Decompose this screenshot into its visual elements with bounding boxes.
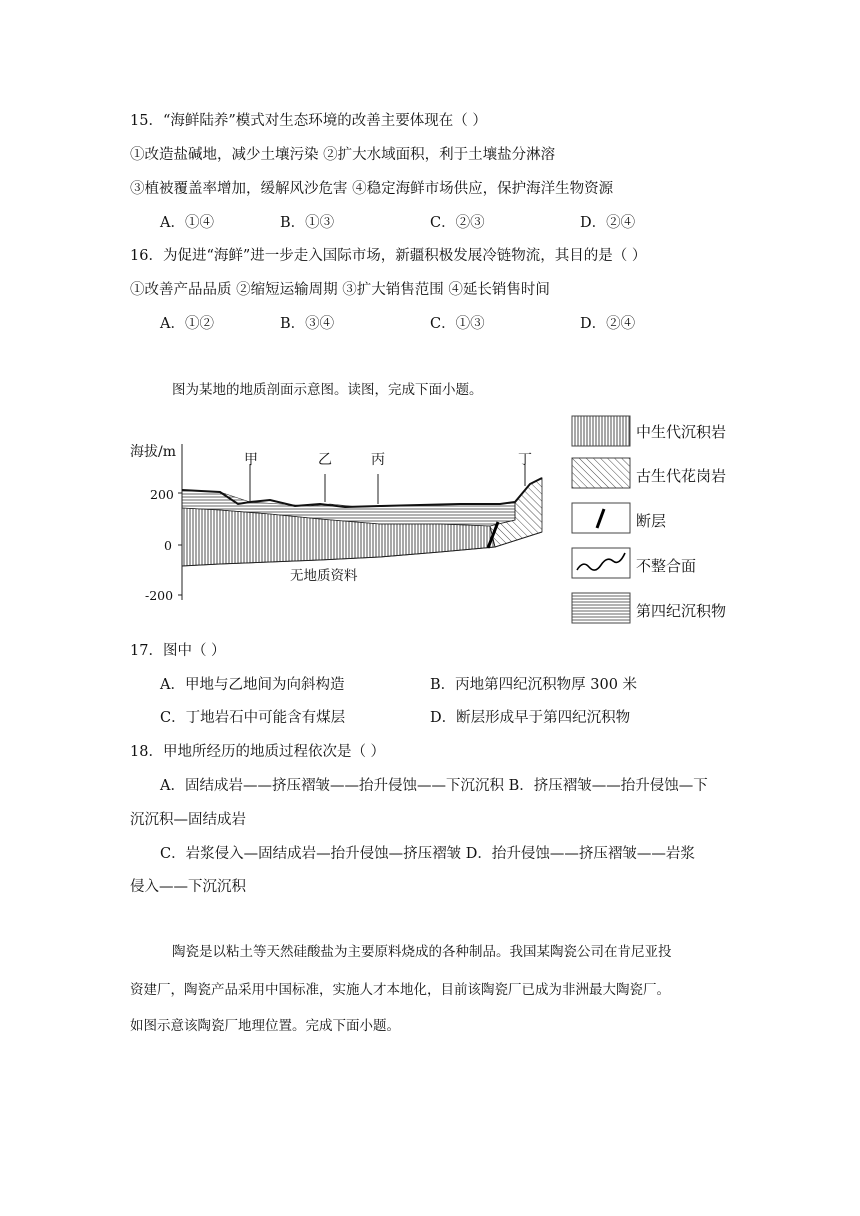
q16-stem: 16．为促进“海鲜”进一步走入国际市场，新疆积极发展冷链物流，其目的是（ ） [130,248,647,264]
q16-option-c[interactable]: C．①③ [430,316,485,332]
y-tick-0: 0 [164,538,172,553]
q15-option-b[interactable]: B．①③ [280,215,335,231]
q15-option-d[interactable]: D．②④ [580,215,636,231]
q17-stem: 17．图中（ ） [130,643,226,659]
axis-label-elevation: 海拔/m [130,444,176,460]
q17-option-a[interactable]: A．甲地与乙地间为向斜构造 [160,677,345,693]
y-tick-neg200: -200 [145,588,174,603]
legend-label-fault: 断层 [636,512,667,530]
q16-option-a[interactable]: A．①② [160,316,214,332]
q18-option-cd-line-2[interactable]: 侵入——下沉沉积 [130,879,246,895]
figure-intro: 图为某地的地质剖面示意图。读图，完成下面小题。 [172,382,483,398]
point-label-ding: 丁 [518,452,532,468]
q15-statement-line-2: ③植被覆盖率增加，缓解风沙危害 ④稳定海鲜市场供应，保护海洋生物资源 [130,181,614,197]
legend-unconformity-swatch [572,548,630,578]
q15-option-c[interactable]: C．②③ [430,215,485,231]
q17-option-c[interactable]: C．丁地岩石中可能含有煤层 [160,710,346,726]
q16-statement-line-1: ①改善产品品质 ②缩短运输周期 ③扩大销售范围 ④延长销售时间 [130,282,550,298]
legend-label-paleozoic: 古生代花岗岩 [636,467,727,485]
legend-label-unconformity: 不整合面 [636,557,697,575]
legend-swatches [571,415,631,627]
q18-option-ab-line-2[interactable]: 沉沉积—固结成岩 [130,812,246,828]
q15-stem: 15．“海鲜陆养”模式对生态环境的改善主要体现在（ ） [130,113,487,129]
q15-statement-line-1: ①改造盐碱地，减少土壤污染 ②扩大水域面积，利于土壤盐分淋溶 [130,147,556,163]
ceramics-intro-line-1: 陶瓷是以粘土等天然硅酸盐为主要原料烧成的各种制品。我国某陶瓷公司在肯尼亚投 [172,944,672,960]
legend-mesozoic-swatch [572,416,630,446]
legend-paleozoic-swatch [572,458,630,488]
q18-option-ab-line-1[interactable]: A．固结成岩——挤压褶皱——抬升侵蚀——下沉沉积 B．挤压褶皱——抬升侵蚀—下 [160,778,708,794]
point-label-bing: 丙 [371,452,385,468]
q17-option-d[interactable]: D．断层形成早于第四纪沉积物 [430,710,631,726]
ceramics-intro-line-3: 如图示意该陶瓷厂地理位置。完成下面小题。 [130,1018,400,1034]
q18-option-cd-line-1[interactable]: C．岩浆侵入—固结成岩—抬升侵蚀—挤压褶皱 D．抬升侵蚀——挤压褶皱——岩浆 [160,846,695,862]
legend-label-mesozoic: 中生代沉积岩 [636,423,727,441]
no-data-label: 无地质资料 [290,568,358,584]
ceramics-intro-line-2: 资建厂，陶瓷产品采用中国标准，实施人才本地化，目前该陶瓷厂已成为非洲最大陶瓷厂。 [130,982,670,998]
legend-label-quaternary: 第四纪沉积物 [636,602,727,620]
point-label-yi: 乙 [318,452,332,468]
q16-option-d[interactable]: D．②④ [580,316,636,332]
y-tick-200: 200 [150,487,174,502]
q17-option-b[interactable]: B．丙地第四纪沉积物厚 300 米 [430,677,638,693]
q15-option-a[interactable]: A．①④ [160,215,214,231]
q16-option-b[interactable]: B．③④ [280,316,335,332]
point-label-jia: 甲 [244,452,258,468]
legend-quaternary-swatch [572,593,630,623]
q18-stem: 18．甲地所经历的地质过程依次是（ ） [130,744,386,760]
